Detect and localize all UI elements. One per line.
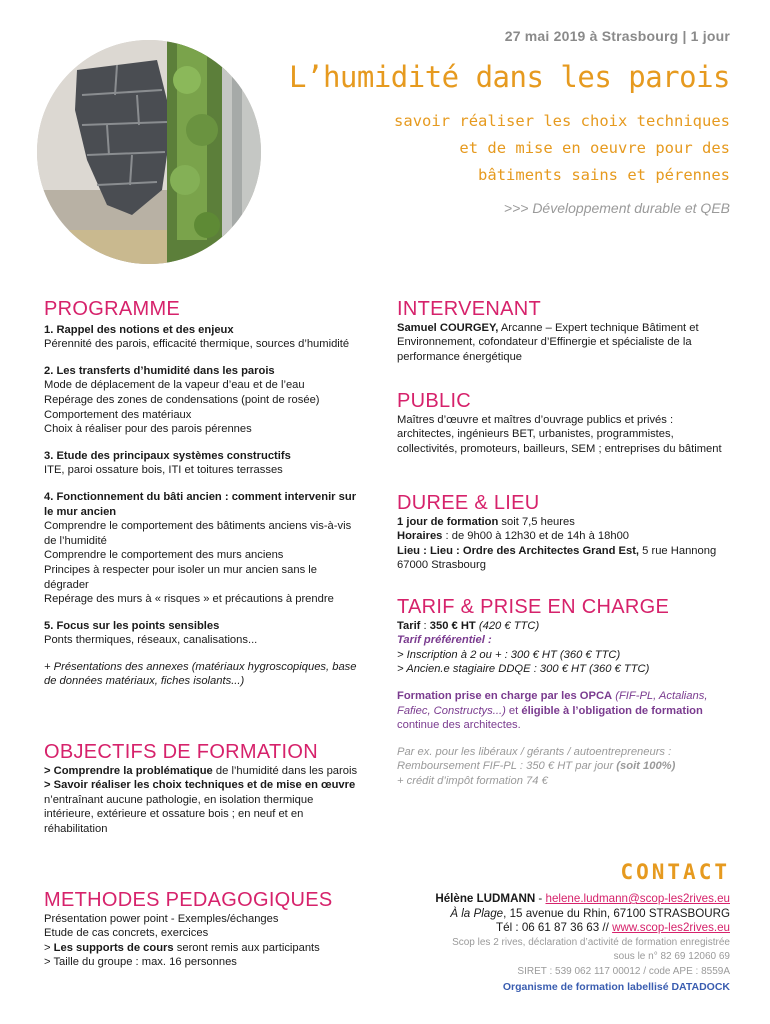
programme-s4-line: Repérage des murs à « risques » et précautions à prendre — [44, 593, 334, 606]
datadock-label: Organisme de formation labellisé DATADOCK — [502, 980, 730, 993]
contact-tel-line — [350, 921, 730, 936]
subtitle — [394, 108, 730, 189]
tarif-pref-2 — [397, 662, 732, 677]
example-line-2-a: Remboursement FIF-PL : 350 € HT par jour — [397, 760, 617, 773]
programme-s3-title: 3. Etude des principaux systèmes constructifs — [44, 449, 291, 462]
tarif-pref-2-bold: 300 € HT — [539, 663, 586, 676]
contact-name-line — [350, 892, 730, 907]
duree-line-3 — [397, 544, 732, 573]
duree-line-2 — [397, 529, 732, 544]
methode-1: Présentation power point - Exemples/échanges — [44, 912, 279, 925]
opca-text — [397, 689, 732, 733]
example-line-3: + crédit d’impôt formation 74 € — [397, 774, 548, 787]
tarif-section — [397, 596, 732, 789]
contact-heading: CONTACT — [620, 860, 730, 884]
contact-name: Hélène LUDMANN — [435, 892, 536, 905]
contact-website-link[interactable]: www.scop-les2rives.eu — [612, 921, 730, 935]
duree-3-rest: 5 rue Hannong 67000 Strasbourg — [397, 544, 717, 572]
subtitle-line: et de mise en oeuvre pour des — [459, 139, 730, 157]
tarif-pref-2-rest: (360 € TTC) — [585, 663, 650, 676]
wall-humidity-image — [37, 40, 261, 264]
methode-3-rest: seront remis aux participants — [173, 941, 320, 954]
tarif-pref-label: Tarif préférentiel : — [397, 634, 492, 647]
objectif-2-rest: n’entraînant aucune pathologie, en isolation thermique intérieure, extérieure et ossature bois ; en neuf et en réhabilitation — [44, 793, 314, 835]
programme-s4-line: Comprendre le comportement des bâtiments anciens vis-à-vis de l’humidité — [44, 520, 352, 547]
wall-photo — [37, 40, 261, 264]
methode-3 — [44, 941, 364, 956]
public-text: Maîtres d’œuvre et maîtres d’ouvrage publics et privés : architectes, ingénieurs BET, urbanistes, programmistes, collectivités, promoteurs, bailleurs, SEM ; entreprises du bâtiment — [397, 413, 722, 455]
programme-s2-line: Repérage des zones de condensations (point de rosée) — [44, 393, 320, 406]
tarif-pref-2-prefix: > Ancien.e stagiaire DDQE : — [397, 663, 540, 676]
methodes-heading: METHODES PEDAGOGIQUES — [44, 889, 333, 911]
objectif-2-bold: > Savoir réaliser les choix techniques et de mise en œuvre — [44, 779, 356, 792]
duree-1-rest: soit 7,5 heures — [498, 515, 575, 528]
programme-section — [44, 298, 364, 689]
contact-address — [350, 907, 730, 922]
objectif-1-bold: > Comprendre la problématique — [44, 764, 213, 777]
opca-eligible: éligible à l’obligation de formation — [521, 704, 703, 717]
example-line-2 — [397, 759, 732, 774]
contact-siret: SIRET : 539 062 117 00012 / code APE : 8559A — [517, 965, 730, 977]
duree-heading: DUREE & LIEU — [397, 492, 540, 514]
tarif-heading: TARIF & PRISE EN CHARGE — [397, 596, 670, 618]
duree-line-1 — [397, 515, 732, 530]
intervenant-heading: INTERVENANT — [397, 298, 542, 320]
opca-bold: Formation prise en charge par les OPCA — [397, 689, 613, 702]
opca-rest: continue des architectes. — [397, 719, 521, 732]
example-line-1: Par ex. pour les libéraux / gérants / autoentrepreneurs : — [397, 745, 672, 758]
subtitle-line: savoir réaliser les choix techniques — [394, 112, 730, 130]
tarif-pref-1: > Inscription à 2 ou + : 300 € HT (360 € TTC) — [397, 648, 621, 661]
programme-s1-title: 1. Rappel des notions et des enjeux — [44, 323, 234, 336]
page-title: L’humidité dans les parois — [289, 60, 730, 94]
duree-2-bold: Horaires — [397, 530, 443, 543]
opca-and: et — [505, 704, 522, 717]
subtitle-line: bâtiments sains et pérennes — [478, 166, 730, 184]
contact-declaration-1: Scop les 2 rives, déclaration d’activité de formation enregistrée — [452, 936, 730, 948]
date-line: 27 mai 2019 à Strasbourg | 1 jour — [504, 28, 730, 44]
example-line-2-b: (soit 100%) — [616, 760, 676, 773]
contact-declaration-2: sous le n° 82 69 12060 69 — [613, 951, 730, 963]
objectif-2 — [44, 778, 364, 836]
contact-address-place: À la Plage — [450, 906, 504, 920]
programme-heading: PROGRAMME — [44, 298, 181, 320]
tarif-ttc: (420 € TTC) — [475, 619, 540, 632]
programme-s3-line: ITE, paroi ossature bois, ITI et toitures terrasses — [44, 464, 283, 477]
tarif-line — [397, 619, 732, 634]
duree-1-bold: 1 jour de formation — [397, 515, 499, 528]
public-heading: PUBLIC — [397, 390, 472, 412]
intervenant-desc: Arcanne – Expert technique Bâtiment et Environnement, cofondateur d’Effinergie et spécialiste de la performance énergétique — [397, 321, 699, 363]
programme-s5-title: 5. Focus sur les points sensibles — [44, 619, 220, 632]
programme-s1-line: Pérennité des parois, efficacité thermique, sources d’humidité — [44, 338, 350, 351]
methode-3-bold: Les supports de cours — [53, 941, 174, 954]
programme-s2-title: 2. Les transferts d’humidité dans les parois — [44, 364, 275, 377]
methodes-section — [44, 889, 364, 970]
duree-section — [397, 492, 732, 573]
contact-address-rest: , 15 avenue du Rhin, 67100 STRASBOURG — [503, 906, 730, 920]
objectif-1 — [44, 764, 364, 779]
tagline: >>> Développement durable et QEB — [503, 200, 730, 216]
contact-email-link[interactable]: helene.ludmann@scop-les2rives.eu — [545, 892, 730, 905]
intervenant-name: Samuel COURGEY, — [397, 321, 499, 334]
programme-s5-line: Ponts thermiques, réseaux, canalisations... — [44, 634, 258, 647]
programme-s4-title: 4. Fonctionnement du bâti ancien : comment intervenir sur le mur ancien — [44, 490, 357, 518]
programme-s2-line: Comportement des matériaux — [44, 408, 192, 421]
programme-s2-line: Choix à réaliser pour des parois pérennes — [44, 423, 252, 436]
contact-tel: Tél : 06 61 87 36 63 // — [496, 921, 613, 935]
duree-2-rest: : de 9h00 à 12h30 et de 14h à 18h00 — [442, 530, 630, 543]
programme-s2-line: Mode de déplacement de la vapeur d’eau et de l’eau — [44, 379, 305, 392]
methode-2: Etude de cas concrets, exercices — [44, 927, 209, 940]
objectif-1-rest: de l’humidité dans les parois — [212, 764, 358, 777]
opca-list: (FIF-PL, Actalians, Fafiec, Constructys...) — [397, 689, 708, 717]
methode-4: > Taille du groupe : max. 16 personnes — [44, 956, 237, 969]
objectifs-heading: OBJECTIFS DE FORMATION — [44, 741, 319, 763]
contact-block — [350, 892, 730, 994]
intervenant-text — [397, 321, 732, 365]
tarif-sep: : — [420, 619, 430, 632]
tarif-price: 350 € HT — [429, 619, 476, 632]
programme-annex: + Présentations des annexes (matériaux hygroscopiques, base de données matériaux, fiches isolants...) — [44, 660, 357, 688]
programme-s4-line: Principes à respecter pour isoler un mur ancien sans le dégrader — [44, 563, 317, 591]
tarif-label: Tarif — [397, 619, 421, 632]
objectifs-section — [44, 741, 364, 837]
programme-s4-line: Comprendre le comportement des murs anciens — [44, 549, 284, 562]
duree-3-bold: Lieu : Lieu : Ordre des Architectes Grand Est, — [397, 544, 640, 557]
public-section — [397, 390, 732, 456]
methode-3-prefix: > — [44, 941, 54, 954]
intervenant-section — [397, 298, 732, 364]
contact-sep: - — [535, 892, 546, 905]
